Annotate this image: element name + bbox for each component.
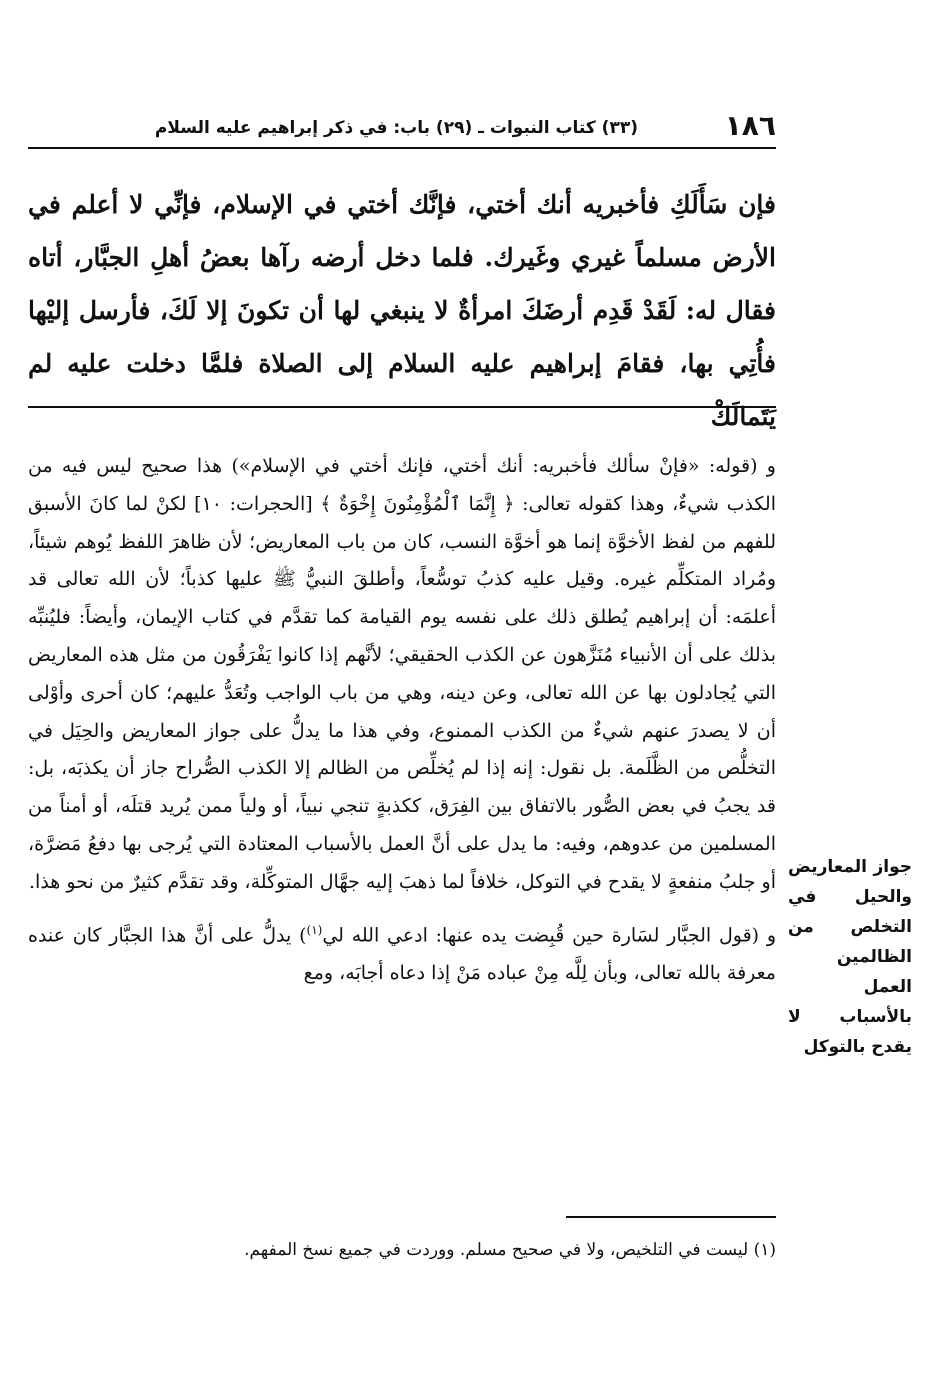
header-rule bbox=[28, 147, 776, 149]
hadith-text bbox=[28, 178, 776, 443]
commentary bbox=[28, 448, 776, 992]
hadith-paragraph: فإن سَأَلَكِ فأخبريه أنك أختي، فإنَّك أختي في الإسلام، فإنِّي لا أعلم في الأرض مسلماً غيري وغَيرك. فلما دخل أرضه رآها بعضُ أهلِ الجبَّار، أتاه فقال له: لَقَدْ قَدِم أرضَكَ امرأةٌ لا ينبغي لها أن تكونَ إلا لَكَ، فأرسل إليْها فأُتِي بها، فقامَ إبراهيم عليه السلام إلى الصلاة فلمَّا دخلت عليه لم يَتَمالَكْ bbox=[28, 190, 776, 431]
commentary-paragraph-2 bbox=[28, 912, 776, 993]
commentary-paragraph-2-start: و (قول الجبَّار لسَارة حين قُبِضت يده عنها: ادعي الله لي bbox=[322, 923, 776, 946]
commentary-paragraph-2-end: ) يدلُّ على أنَّ هذا الجبَّار كان عنده معرفة بالله تعالى، وبأن لِلَّه مِنْ عباده مَنْ إذا دعاه أجابَه، ومع bbox=[28, 923, 776, 984]
section-divider bbox=[28, 406, 776, 408]
running-head: (٣٣) كتاب النبوات ـ (٢٩) باب: في ذكر إبراهيم عليه السلام bbox=[154, 118, 638, 138]
page-number: ١٨٦ bbox=[724, 109, 776, 142]
margin-note: جواز المعاريض والحيل في التخلص من الظالمين العمل بالأسباب لا يقدح بالتوكل bbox=[788, 857, 912, 1057]
footnote-rule bbox=[566, 1216, 776, 1218]
footnote: (١) ليست في التلخيص، ولا في صحيح مسلم. ووردت في جميع نسخ المفهم. bbox=[244, 1240, 776, 1260]
footnote-reference: (١) bbox=[306, 922, 323, 937]
page-header bbox=[28, 108, 776, 148]
commentary-paragraph-1: و (قوله: «فإنْ سألك فأخبريه: أنك أختي، فإنك أختي في الإسلام») هذا صحيح ليس فيه من الكذب شيءٌ، وهذا كقوله تعالى: ﴿ إِنَّمَا ٱلْمُؤْمِنُونَ إِخْوَةٌ ﴾ [الحجرات: ١٠] لكنْ لما كانَ الأسبق للفهم من لفظ الأخوَّة إنما هو أخوَّة النسب، كان من باب المعاريض؛ لأن ظاهرَ اللفظ يُوهم شيئاً، ومُراد المتكلِّم غيره. وقيل عليه كذبُ توسُّعاً، وأطلقَ النبيُّ ﷺ عليها كذباً؛ لأن الله تعالى قد أعلمَه: أن إبراهيم يُطلق ذلك على نفسه يوم القيامة كما تقدَّم في كتاب الإيمان، وأيضاً: فليُنبِّه بذلك على أن الأنبياء مُنَزَّهون عن الكذب الحقيقي؛ لأنَّهم إذا كانوا يَفْرَقُون من مثل هذه المعاريض التي يُجادلون بها عن الله تعالى، وعن دينه، وهي من باب الواجب وتُعَدُّ عليهم؛ كان أحرى وأوْلى أن لا يصدرَ عنهم شيءٌ من الكذب الممنوع، وفي هذا ما يدلُّ على جواز المعاريض والحِيَل في التخلُّص من الظَّلَمة. بل نقول: إنه إذا لم يُخلِّص من الظالم إلا الكذب الصُّراح جاز أن يكذبَه، بل: قد يجبُ في بعض الصُّور بالاتفاق بين الفِرَق، ككذبةٍ تنجي نبياً، أو ولياً ممن يُريد قتلَه، أو أمناً من المسلمين من عدوهم، وفيه: ما يدل على أنَّ العمل بالأسباب المعتادة التي يُرجى بها دفعُ مَضرَّة، أو جلبُ منفعةٍ لا يقدح في التوكل، خلافاً لما ذهبَ إليه جهَّال المتوكِّلة، وقد تقدَّم كثيرٌ من نحو هذا. bbox=[28, 455, 776, 893]
